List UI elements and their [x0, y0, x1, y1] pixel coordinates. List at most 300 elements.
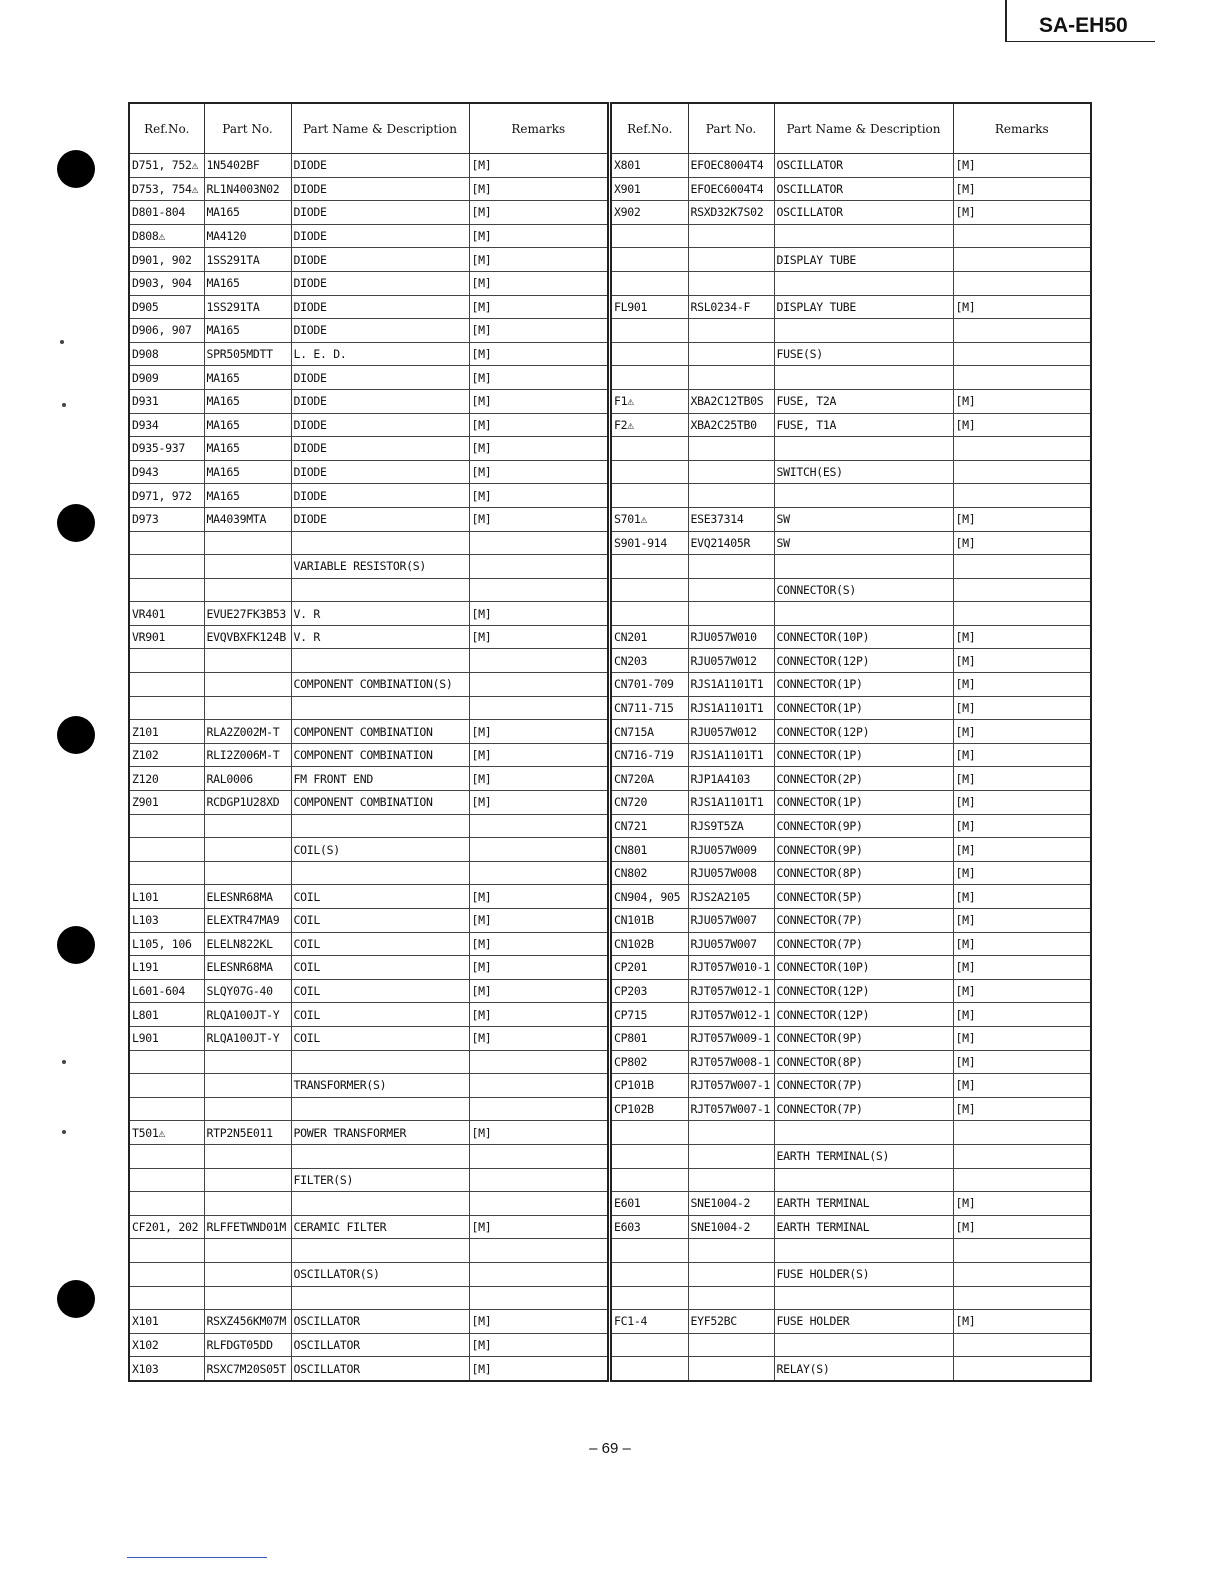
ref-no-cell: L901 [129, 1026, 204, 1050]
part-no-cell: RJS1A1101T1 [688, 696, 774, 720]
part-no-cell: RJT057W009-1 [688, 1026, 774, 1050]
table-row [129, 1074, 608, 1098]
part-no-cell: RJU057W010 [688, 625, 774, 649]
table-row [611, 531, 1091, 555]
remarks-cell [953, 366, 1091, 390]
part-no-cell: RJU057W007 [688, 909, 774, 933]
remarks-cell [469, 531, 608, 555]
part-no-cell [204, 578, 291, 602]
ref-no-cell: CP715 [611, 1003, 688, 1027]
table-header-row [129, 103, 608, 154]
part-no-cell: MA165 [204, 413, 291, 437]
remarks-cell: [M] [953, 1310, 1091, 1334]
part-no-cell [688, 1144, 774, 1168]
description-cell: EARTH TERMINAL [774, 1215, 953, 1239]
description-cell: SWITCH(ES) [774, 460, 953, 484]
remarks-cell: [M] [953, 154, 1091, 178]
ref-no-cell: D931 [129, 389, 204, 413]
parts-table-left [128, 102, 609, 1382]
part-no-cell: EFOEC8004T4 [688, 154, 774, 178]
remarks-cell: [M] [469, 342, 608, 366]
description-cell: CONNECTOR(7P) [774, 1097, 953, 1121]
table-row [611, 696, 1091, 720]
remarks-cell: [M] [469, 1333, 608, 1357]
remarks-cell: [M] [469, 224, 608, 248]
description-cell: CONNECTOR(2P) [774, 767, 953, 791]
ref-no-cell: S701⚠ [611, 507, 688, 531]
description-cell: TRANSFORMER(S) [291, 1074, 469, 1098]
ref-no-cell [611, 460, 688, 484]
description-cell [291, 1286, 469, 1310]
ref-no-cell: D753, 754⚠ [129, 177, 204, 201]
description-cell: FUSE(S) [774, 342, 953, 366]
remarks-cell [953, 271, 1091, 295]
table-row [129, 1050, 608, 1074]
description-cell [774, 1168, 953, 1192]
remarks-cell [953, 224, 1091, 248]
table-row [611, 271, 1091, 295]
table-row [611, 295, 1091, 319]
remarks-cell [953, 1333, 1091, 1357]
part-no-cell [204, 1262, 291, 1286]
table-row [129, 1026, 608, 1050]
description-cell: FUSE HOLDER(S) [774, 1262, 953, 1286]
part-no-cell [204, 696, 291, 720]
ref-no-cell: CN801 [611, 838, 688, 862]
ref-no-cell: D901, 902 [129, 248, 204, 272]
part-no-cell: RSXC7M20S05T [204, 1357, 291, 1381]
table-row [129, 625, 608, 649]
ref-no-cell: X102 [129, 1333, 204, 1357]
remarks-cell: [M] [953, 885, 1091, 909]
part-no-cell: XBA2C12TB0S [688, 389, 774, 413]
part-no-cell: MA165 [204, 271, 291, 295]
part-no-cell [688, 484, 774, 508]
table-row [129, 555, 608, 579]
ref-no-cell [611, 1333, 688, 1357]
part-no-header: Part No. [204, 103, 291, 154]
table-row [129, 838, 608, 862]
table-row [611, 1192, 1091, 1216]
ref-no-cell: CN720A [611, 767, 688, 791]
remarks-cell: [M] [953, 791, 1091, 815]
part-no-cell: RJT057W012-1 [688, 979, 774, 1003]
ref-no-cell [611, 555, 688, 579]
ref-no-cell: Z120 [129, 767, 204, 791]
part-no-cell: RJU057W008 [688, 861, 774, 885]
part-no-cell [204, 814, 291, 838]
remarks-cell [469, 1262, 608, 1286]
remarks-cell [469, 649, 608, 673]
remarks-cell [953, 342, 1091, 366]
remarks-cell: [M] [953, 838, 1091, 862]
table-row [129, 1262, 608, 1286]
description-cell: V. R [291, 602, 469, 626]
ref-no-cell: E601 [611, 1192, 688, 1216]
ref-no-cell [611, 1357, 688, 1381]
part-no-cell: XBA2C25TB0 [688, 413, 774, 437]
remarks-cell: [M] [469, 1121, 608, 1145]
ref-no-cell: CP201 [611, 956, 688, 980]
table-row [129, 649, 608, 673]
part-no-cell [204, 1097, 291, 1121]
description-cell: V. R [291, 625, 469, 649]
part-no-cell: RJT057W007-1 [688, 1097, 774, 1121]
ref-no-cell [611, 602, 688, 626]
description-cell: OSCILLATOR [774, 201, 953, 225]
ref-no-cell [611, 484, 688, 508]
remarks-cell: [M] [953, 1003, 1091, 1027]
remarks-cell: [M] [953, 507, 1091, 531]
description-cell: DIODE [291, 437, 469, 461]
remarks-cell [469, 1074, 608, 1098]
description-cell [774, 1239, 953, 1263]
ref-no-cell: S901-914 [611, 531, 688, 555]
remarks-cell: [M] [469, 1026, 608, 1050]
part-no-cell: SLQY07G-40 [204, 979, 291, 1003]
footer-rule [127, 1557, 267, 1558]
ref-no-cell [129, 1050, 204, 1074]
description-cell [291, 1239, 469, 1263]
table-row [129, 177, 608, 201]
description-cell [291, 1144, 469, 1168]
part-no-cell: RJS2A2105 [688, 885, 774, 909]
description-cell [774, 224, 953, 248]
table-row [611, 1239, 1091, 1263]
ref-no-header: Ref.No. [129, 103, 204, 154]
remarks-cell [469, 578, 608, 602]
remarks-cell: [M] [469, 743, 608, 767]
table-row [611, 1168, 1091, 1192]
ref-no-cell [129, 673, 204, 697]
part-no-cell [204, 1286, 291, 1310]
part-no-cell [688, 1357, 774, 1381]
part-no-cell: EVUE27FK3B53 [204, 602, 291, 626]
ref-no-cell: D908 [129, 342, 204, 366]
ref-no-cell [129, 1074, 204, 1098]
description-header: Part Name & Description [774, 103, 953, 154]
remarks-cell: [M] [469, 885, 608, 909]
binder-hole [57, 716, 95, 754]
ref-no-cell: D935-937 [129, 437, 204, 461]
ref-no-cell: CN711-715 [611, 696, 688, 720]
remarks-cell [953, 460, 1091, 484]
remarks-cell: [M] [469, 154, 608, 178]
description-cell: CONNECTOR(1P) [774, 696, 953, 720]
part-no-cell: RLQA100JT-Y [204, 1026, 291, 1050]
table-row [129, 271, 608, 295]
part-no-cell [688, 437, 774, 461]
remarks-cell [953, 602, 1091, 626]
part-no-cell: MA165 [204, 366, 291, 390]
ref-no-cell: D906, 907 [129, 319, 204, 343]
table-row [129, 295, 608, 319]
table-row [611, 389, 1091, 413]
description-cell: DIODE [291, 484, 469, 508]
table-row [129, 460, 608, 484]
part-no-cell: ELESNR68MA [204, 956, 291, 980]
remarks-cell [469, 1286, 608, 1310]
remarks-cell: [M] [953, 625, 1091, 649]
description-cell [774, 555, 953, 579]
part-no-cell [204, 861, 291, 885]
description-cell: COMPONENT COMBINATION [291, 791, 469, 815]
part-no-cell: SPR505MDTT [204, 342, 291, 366]
description-cell: CONNECTOR(1P) [774, 743, 953, 767]
table-row [611, 1097, 1091, 1121]
table-row [129, 602, 608, 626]
table-row [611, 224, 1091, 248]
part-no-cell: RLI2Z006M-T [204, 743, 291, 767]
remarks-cell: [M] [469, 767, 608, 791]
remarks-cell: [M] [469, 413, 608, 437]
ref-no-cell: CN201 [611, 625, 688, 649]
ref-no-cell: D909 [129, 366, 204, 390]
remarks-header: Remarks [469, 103, 608, 154]
speck [62, 1130, 66, 1134]
description-cell: OSCILLATOR [291, 1357, 469, 1381]
ref-no-cell: D973 [129, 507, 204, 531]
remarks-cell: [M] [953, 1050, 1091, 1074]
description-cell: DISPLAY TUBE [774, 295, 953, 319]
part-no-cell: RLQA100JT-Y [204, 1003, 291, 1027]
remarks-cell [469, 1144, 608, 1168]
remarks-cell [469, 696, 608, 720]
part-no-cell: RAL0006 [204, 767, 291, 791]
description-cell: CERAMIC FILTER [291, 1215, 469, 1239]
table-row [129, 224, 608, 248]
part-no-cell [688, 224, 774, 248]
page-number: – 69 – [589, 1440, 631, 1457]
ref-no-cell [129, 1286, 204, 1310]
description-cell: SW [774, 507, 953, 531]
table-row [129, 932, 608, 956]
remarks-cell: [M] [953, 531, 1091, 555]
description-cell: DIODE [291, 154, 469, 178]
remarks-cell: [M] [953, 673, 1091, 697]
part-no-cell: MA165 [204, 201, 291, 225]
description-cell [291, 814, 469, 838]
table-row [129, 1003, 608, 1027]
description-cell [291, 578, 469, 602]
speck [60, 340, 64, 344]
part-no-header: Part No. [688, 103, 774, 154]
ref-no-cell: D903, 904 [129, 271, 204, 295]
table-row [129, 885, 608, 909]
remarks-cell [953, 555, 1091, 579]
ref-no-cell: D971, 972 [129, 484, 204, 508]
part-no-cell: EFOEC6004T4 [688, 177, 774, 201]
description-cell: COIL [291, 1003, 469, 1027]
part-no-cell: ELEXTR47MA9 [204, 909, 291, 933]
table-row [129, 248, 608, 272]
ref-no-cell [611, 1168, 688, 1192]
part-no-cell: RJT057W010-1 [688, 956, 774, 980]
remarks-cell: [M] [953, 201, 1091, 225]
table-row [129, 1310, 608, 1334]
part-no-cell [688, 319, 774, 343]
description-cell: POWER TRANSFORMER [291, 1121, 469, 1145]
ref-no-cell: CN720 [611, 791, 688, 815]
ref-no-cell [611, 271, 688, 295]
part-no-cell: MA165 [204, 484, 291, 508]
ref-no-cell [129, 649, 204, 673]
description-cell [291, 1050, 469, 1074]
description-cell [774, 1121, 953, 1145]
ref-no-cell: FC1-4 [611, 1310, 688, 1334]
remarks-cell: [M] [953, 1097, 1091, 1121]
remarks-cell: [M] [469, 1215, 608, 1239]
ref-no-cell: D943 [129, 460, 204, 484]
part-no-cell [204, 1144, 291, 1168]
table-row [611, 460, 1091, 484]
table-row [611, 1003, 1091, 1027]
part-no-cell: RL1N4003N02 [204, 177, 291, 201]
ref-no-cell [129, 861, 204, 885]
part-no-cell: ESE37314 [688, 507, 774, 531]
description-cell [291, 861, 469, 885]
ref-no-cell [611, 1121, 688, 1145]
part-no-cell: RJU057W012 [688, 720, 774, 744]
table-row [129, 909, 608, 933]
description-cell: EARTH TERMINAL(S) [774, 1144, 953, 1168]
part-no-cell [204, 1074, 291, 1098]
table-row [611, 909, 1091, 933]
description-cell: DIODE [291, 295, 469, 319]
description-cell: CONNECTOR(12P) [774, 649, 953, 673]
table-row [611, 1074, 1091, 1098]
table-row [129, 201, 608, 225]
ref-no-cell: Z101 [129, 720, 204, 744]
remarks-cell: [M] [953, 295, 1091, 319]
ref-no-header: Ref.No. [611, 103, 688, 154]
ref-no-cell [611, 366, 688, 390]
table-row [129, 507, 608, 531]
remarks-cell [469, 555, 608, 579]
description-cell: VARIABLE RESISTOR(S) [291, 555, 469, 579]
table-row [129, 1333, 608, 1357]
part-no-cell [688, 460, 774, 484]
description-cell: EARTH TERMINAL [774, 1192, 953, 1216]
ref-no-cell: D808⚠ [129, 224, 204, 248]
remarks-cell: [M] [469, 366, 608, 390]
part-no-cell [204, 649, 291, 673]
table-row [129, 484, 608, 508]
table-row [611, 248, 1091, 272]
remarks-cell: [M] [953, 413, 1091, 437]
table-row [611, 649, 1091, 673]
description-cell: OSCILLATOR [774, 177, 953, 201]
ref-no-cell [129, 1097, 204, 1121]
ref-no-cell [129, 1239, 204, 1263]
table-row [611, 319, 1091, 343]
ref-no-cell: X902 [611, 201, 688, 225]
ref-no-cell [129, 1262, 204, 1286]
description-cell: DISPLAY TUBE [774, 248, 953, 272]
ref-no-cell: CP102B [611, 1097, 688, 1121]
part-no-cell [204, 838, 291, 862]
remarks-cell: [M] [469, 319, 608, 343]
part-no-cell [688, 271, 774, 295]
ref-no-cell: L191 [129, 956, 204, 980]
description-cell: COIL [291, 909, 469, 933]
ref-no-cell [611, 1239, 688, 1263]
remarks-cell [953, 1121, 1091, 1145]
ref-no-cell: F2⚠ [611, 413, 688, 437]
ref-no-cell: CN802 [611, 861, 688, 885]
remarks-cell [953, 319, 1091, 343]
description-cell: CONNECTOR(7P) [774, 932, 953, 956]
description-cell [774, 484, 953, 508]
part-no-cell: MA165 [204, 319, 291, 343]
ref-no-cell: VR901 [129, 625, 204, 649]
description-cell: CONNECTOR(S) [774, 578, 953, 602]
table-row [129, 743, 608, 767]
description-cell: DIODE [291, 177, 469, 201]
part-no-cell [204, 1168, 291, 1192]
ref-no-cell: CP101B [611, 1074, 688, 1098]
ref-no-cell [611, 342, 688, 366]
remarks-cell [953, 437, 1091, 461]
description-cell: FILTER(S) [291, 1168, 469, 1192]
ref-no-cell: CN904, 905 [611, 885, 688, 909]
table-row [129, 861, 608, 885]
ref-no-cell: L601-604 [129, 979, 204, 1003]
description-cell: L. E. D. [291, 342, 469, 366]
description-cell: DIODE [291, 413, 469, 437]
table-row [611, 602, 1091, 626]
part-no-cell: RJS1A1101T1 [688, 743, 774, 767]
table-row [611, 1262, 1091, 1286]
part-no-cell: RLFFETWND01M [204, 1215, 291, 1239]
part-no-cell: RJU057W012 [688, 649, 774, 673]
table-row [129, 1168, 608, 1192]
speck [62, 403, 66, 407]
description-cell: COMPONENT COMBINATION(S) [291, 673, 469, 697]
remarks-cell: [M] [469, 932, 608, 956]
table-row [129, 1286, 608, 1310]
part-no-cell: RSXZ456KM07M [204, 1310, 291, 1334]
part-no-cell: RJT057W012-1 [688, 1003, 774, 1027]
part-no-cell [688, 248, 774, 272]
description-cell: FUSE, T2A [774, 389, 953, 413]
part-no-cell [688, 602, 774, 626]
remarks-cell: [M] [953, 1026, 1091, 1050]
description-cell: FM FRONT END [291, 767, 469, 791]
description-cell: CONNECTOR(12P) [774, 979, 953, 1003]
description-cell: SW [774, 531, 953, 555]
table-row [129, 814, 608, 838]
part-no-cell [688, 555, 774, 579]
description-cell: COIL [291, 1026, 469, 1050]
table-row [611, 578, 1091, 602]
part-no-cell: 1N5402BF [204, 154, 291, 178]
part-no-cell [688, 1121, 774, 1145]
description-cell: DIODE [291, 271, 469, 295]
description-cell: RELAY(S) [774, 1357, 953, 1381]
part-no-cell [204, 1239, 291, 1263]
description-cell: DIODE [291, 248, 469, 272]
ref-no-cell: X801 [611, 154, 688, 178]
binder-hole [57, 1280, 95, 1318]
ref-no-cell [129, 814, 204, 838]
remarks-cell: [M] [469, 460, 608, 484]
description-cell: DIODE [291, 460, 469, 484]
table-row [611, 342, 1091, 366]
table-row [611, 1286, 1091, 1310]
description-cell: CONNECTOR(5P) [774, 885, 953, 909]
ref-no-cell [611, 248, 688, 272]
